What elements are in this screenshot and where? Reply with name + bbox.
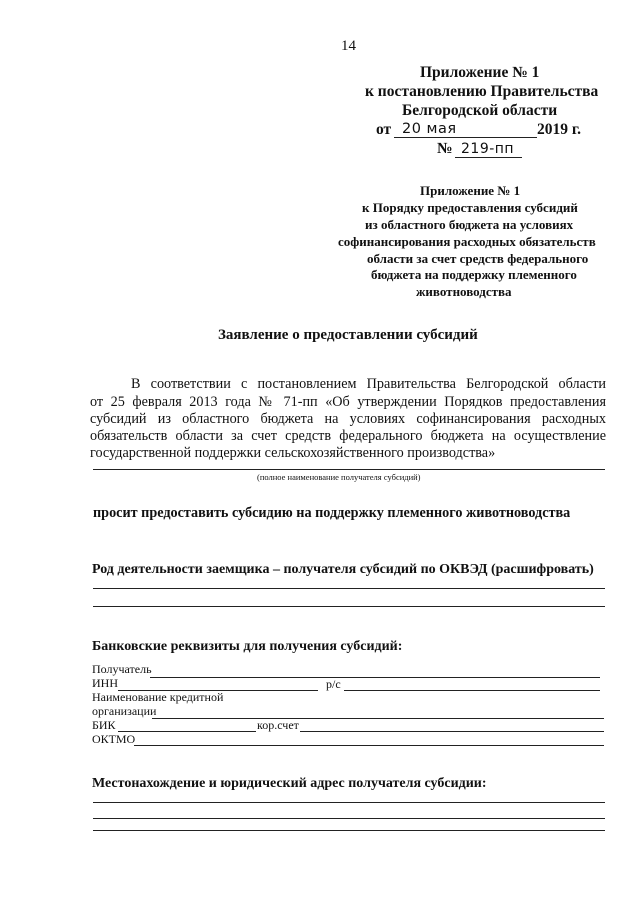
address-line-2[interactable] bbox=[93, 818, 605, 819]
activity-line-2[interactable] bbox=[93, 606, 605, 607]
credit-org-label-1: Наименование кредитной bbox=[92, 690, 224, 704]
intro-line-3: субсидий из областного бюджета на условиях софинансирования расходных bbox=[90, 411, 606, 427]
activity-heading: Род деятельности заемщика – получателя субсидий по ОКВЭД (расшифровать) bbox=[92, 562, 594, 577]
date-suffix: 2019 г. bbox=[537, 121, 582, 138]
credit-org-field[interactable] bbox=[152, 718, 604, 719]
main-title: Заявление о предоставлении субсидий bbox=[218, 327, 478, 343]
appendix-title: Приложение № 1 bbox=[420, 64, 540, 81]
date-underline bbox=[394, 137, 537, 138]
bik-field[interactable] bbox=[118, 731, 256, 732]
intro-line-4: обязательств области за счет средств федерального бюджета на осуществление bbox=[90, 428, 606, 444]
address-line-3[interactable] bbox=[93, 830, 605, 831]
recipient-field[interactable] bbox=[150, 677, 600, 678]
address-line-1[interactable] bbox=[93, 802, 605, 803]
bik-label: БИК bbox=[92, 718, 116, 732]
number-underline bbox=[455, 157, 522, 158]
number-value: 219-пп bbox=[461, 141, 515, 157]
recipient-label: Получатель bbox=[92, 662, 152, 676]
order-appendix-title: Приложение № 1 bbox=[420, 183, 521, 198]
number-prefix: № bbox=[437, 140, 453, 157]
inn-label: ИНН bbox=[92, 676, 118, 690]
intro-line-5: государственной поддержки сельскохозяйственного производства» bbox=[90, 445, 496, 461]
order-appendix-line-4: области за счет средств федерального bbox=[367, 251, 589, 266]
corr-account-field[interactable] bbox=[300, 731, 604, 732]
appendix-line-3: Белгородской области bbox=[402, 102, 558, 119]
order-appendix-line-2: из областного бюджета на условиях bbox=[365, 217, 574, 232]
order-appendix-line-3: софинансирования расходных обязательств bbox=[338, 234, 596, 249]
page-number: 14 bbox=[341, 38, 356, 54]
order-appendix-line-5: бюджета на поддержку племенного bbox=[371, 267, 577, 282]
account-field[interactable] bbox=[344, 690, 600, 691]
activity-line-1[interactable] bbox=[93, 588, 605, 589]
oktmo-label: ОКТМО bbox=[92, 732, 136, 746]
address-heading: Местонахождение и юридический адрес получателя субсидии: bbox=[92, 776, 487, 791]
recipient-name-line[interactable] bbox=[93, 469, 605, 470]
recipient-caption: (полное наименование получателя субсидий) bbox=[257, 472, 421, 482]
order-appendix-line-6: животноводства bbox=[416, 284, 512, 299]
appendix-line-2: к постановлению Правительства bbox=[365, 83, 599, 100]
oktmo-field[interactable] bbox=[134, 745, 604, 746]
account-label: р/с bbox=[326, 677, 341, 691]
bank-heading: Банковские реквизиты для получения субсидий: bbox=[92, 639, 403, 654]
date-prefix: от bbox=[376, 121, 392, 138]
order-appendix-line-1: к Порядку предоставления субсидий bbox=[362, 200, 578, 215]
intro-line-2: от 25 февраля 2013 года № 71-пп «Об утверждении Порядков предоставления bbox=[90, 394, 606, 410]
corr-account-label: кор.счет bbox=[257, 718, 299, 732]
credit-org-label-2: организации bbox=[92, 704, 157, 718]
date-value: 20 мая bbox=[402, 121, 457, 137]
intro-line-1: В соответствии с постановлением Правительства Белгородской области bbox=[131, 376, 606, 392]
request-text: просит предоставить субсидию на поддержку племенного животноводства bbox=[93, 505, 571, 521]
